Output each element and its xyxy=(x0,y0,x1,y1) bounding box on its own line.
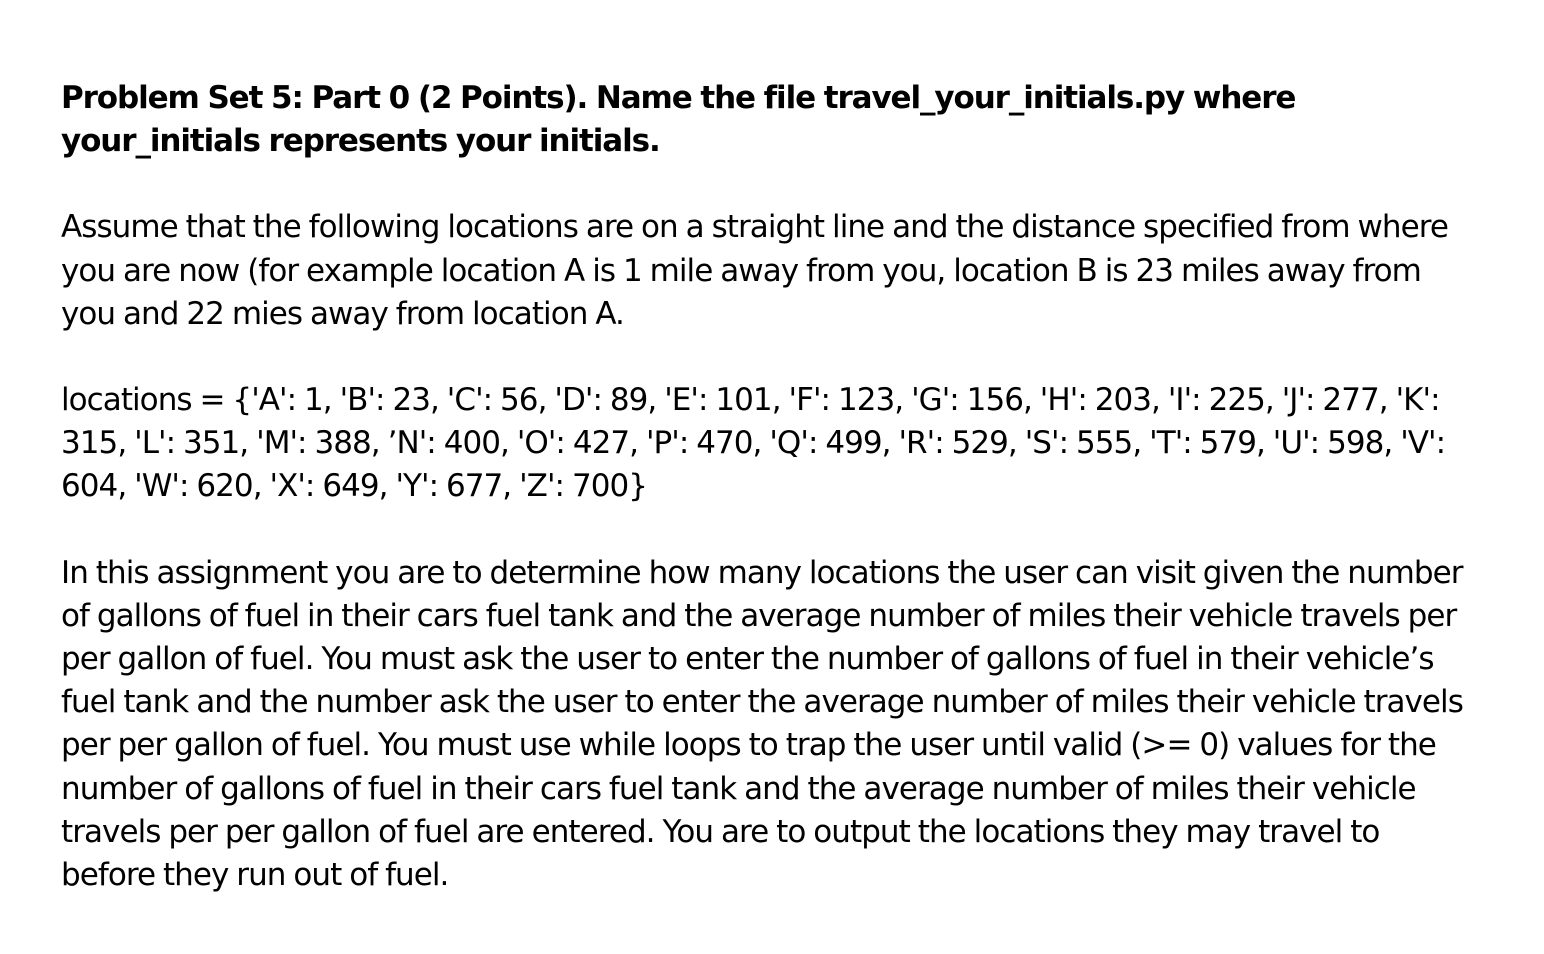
document-body xyxy=(61,77,1481,897)
locations-dictionary: locations = {'A': 1, 'B': 23, 'C': 56, 'D': 89, 'E': 101, 'F': 123, 'G': 156, 'H': 203, 'I': 225, 'J': 277, 'K': 315, 'L': 351, 'M': 388, ’N': 400, 'O': 427, 'P': 470, 'Q': 499, 'R': 529, 'S': 555, 'T': 579, 'U': 598, 'V': 604, 'W': 620, 'X': 649, 'Y': 677, 'Z': 700} xyxy=(61,382,1446,505)
intro-paragraph: Assume that the following locations are on a straight line and the distance specified from where you are now (for example location A is 1 mile away from you, location B is 23 miles away from you and 22 mies away from location A. xyxy=(61,209,1448,332)
problem-title: Problem Set 5: Part 0 (2 Points). Name the file travel_your_initials.py where your_initials represents your initials. xyxy=(61,80,1296,160)
assignment-paragraph: In this assignment you are to determine how many locations the user can visit given the number of gallons of fuel in their cars fuel tank and the average number of miles their vehicle travels per per gallon of fuel. You must ask the user to enter the number of gallons of fuel in their vehicle’s fuel tank and the number ask the user to enter the average number of miles their vehicle travels per per gallon of fuel. You must use while loops to trap the user until valid (>= 0) values for the number of gallons of fuel in their cars fuel tank and the average number of miles their vehicle travels per per gallon of fuel are entered. You are to output the locations they may travel to before they run out of fuel. xyxy=(61,554,1463,894)
